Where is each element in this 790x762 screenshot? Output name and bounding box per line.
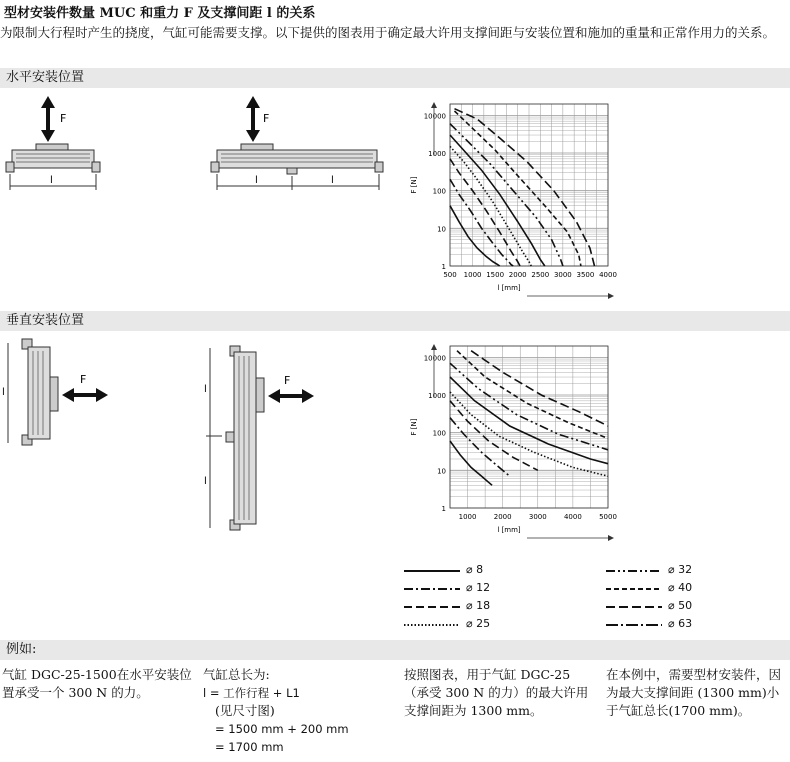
legend-line-8 [404, 566, 464, 576]
series-line [457, 351, 608, 439]
x-tick-label: 1500 [486, 271, 505, 279]
force-label-1: F [60, 112, 67, 125]
y-tick-label: 10000 [423, 354, 446, 363]
example-line: = 1700 mm [215, 740, 284, 754]
x-tick-label: 500 [443, 271, 457, 279]
legend-line-25 [404, 620, 464, 630]
legend-line-50 [606, 602, 666, 612]
x-tick-label: 3000 [553, 271, 572, 279]
legend-line-32 [606, 566, 666, 576]
page-title: 型材安装件数量 MUC 和重力 F 及支撑间距 l 的关系 [4, 6, 316, 21]
length-label-3: l [331, 175, 334, 186]
legend-label: 8 [476, 563, 484, 576]
section-vertical: 垂直安装位置 [0, 311, 790, 331]
y-tick-label: 100 [432, 187, 446, 196]
y-tick-label: 1 [441, 505, 446, 513]
vertical-force-chart [406, 340, 621, 545]
plot-frame [450, 346, 608, 508]
x-axis-arrowhead [608, 535, 614, 541]
legend-symbol: ⌀ [466, 599, 473, 612]
legend-symbol: ⌀ [466, 581, 473, 594]
y-tick-label: 100 [432, 429, 446, 438]
force-label-4: F [284, 374, 291, 387]
length-label-2: l [255, 175, 258, 186]
legend-symbol: ⌀ [668, 563, 675, 576]
x-tick-label: 2000 [508, 271, 527, 279]
series-line [450, 418, 510, 477]
legend-symbol: ⌀ [466, 617, 473, 630]
legend-symbol: ⌀ [668, 617, 675, 630]
y-tick-label: 1 [441, 263, 446, 271]
horizontal-mount-diagram-supported [205, 90, 390, 200]
legend-symbol: ⌀ [466, 563, 473, 576]
x-axis-arrowhead [608, 293, 614, 299]
horizontal-force-chart [406, 98, 621, 303]
y-tick-label: 10 [437, 225, 446, 234]
y-axis-arrowhead [431, 102, 437, 108]
legend-label: 12 [476, 581, 491, 594]
y-tick-label: 10 [437, 467, 446, 476]
vertical-mount-diagram-single [0, 335, 120, 455]
x-axis-label: l [mm] [497, 284, 521, 292]
length-label-4: l [2, 387, 5, 398]
example-col3: 按照图表，用于气缸 DGC-25（承受 300 N 的力）的最大许用支撑间距为 1300 mm。 [404, 667, 589, 718]
x-tick-label: 1000 [458, 513, 477, 521]
section-example: 例如: [0, 640, 790, 660]
y-tick-label: 1000 [428, 392, 446, 401]
force-label-2: F [263, 112, 270, 125]
example-line: (见尺寸图) [215, 703, 275, 718]
x-tick-label: 5000 [599, 513, 617, 521]
x-tick-label: 4000 [599, 271, 617, 279]
legend-line-63 [606, 620, 666, 630]
length-label-6: l [204, 476, 207, 487]
example-col2-head: 气缸总长为: [203, 667, 270, 682]
y-axis-arrowhead [431, 344, 437, 350]
legend-label: 40 [678, 581, 693, 594]
length-label-5: l [204, 384, 207, 395]
example-line: = 1500 mm + 200 mm [215, 722, 349, 736]
x-tick-label: 1000 [463, 271, 482, 279]
legend-symbol: ⌀ [668, 581, 675, 594]
legend-line-40 [606, 584, 666, 594]
series-line [450, 206, 500, 266]
section-horizontal: 水平安装位置 [0, 68, 790, 88]
x-tick-label: 4000 [563, 513, 582, 521]
legend-label: 32 [678, 563, 693, 576]
legend-label: 50 [678, 599, 693, 612]
example-col1: 气缸 DGC-25-1500在水平安装位置承受一个 300 N 的力。 [2, 667, 192, 700]
y-axis-label: F [N] [410, 176, 418, 194]
y-axis-label: F [N] [410, 418, 418, 436]
intro-text: 为限制大行程时产生的挠度，气缸可能需要支撑。以下提供的图表用于确定最大许用支撑间距与安装位置和施加的重量和正常作用力的关系。 [0, 25, 776, 40]
horizontal-mount-diagram-single [0, 90, 110, 200]
series-line [450, 377, 608, 464]
force-label-3: F [80, 373, 87, 386]
example-line: l = 工作行程 + L1 [203, 686, 300, 700]
x-tick-label: 2500 [531, 271, 550, 279]
y-tick-label: 10000 [423, 112, 446, 121]
series-line [450, 401, 538, 471]
x-axis-label: l [mm] [497, 526, 521, 534]
example-col2 [203, 666, 383, 756]
length-label-1: l [50, 175, 53, 186]
x-tick-label: 3500 [576, 271, 595, 279]
legend-line-12 [404, 584, 464, 594]
legend-label: 25 [476, 617, 491, 630]
vertical-mount-diagram-supported [200, 340, 325, 540]
series-line [455, 109, 595, 266]
legend-label: 18 [476, 599, 491, 612]
legend-symbol: ⌀ [668, 599, 675, 612]
example-col4: 在本例中，需要型材安装件，因为最大支撑间距 (1300 mm)小于气缸总长(1700 mm)。 [606, 667, 782, 718]
x-tick-label: 3000 [528, 513, 547, 521]
x-tick-label: 2000 [493, 513, 512, 521]
legend-line-18 [404, 602, 464, 612]
legend-label: 63 [678, 617, 693, 630]
y-tick-label: 1000 [428, 150, 446, 159]
